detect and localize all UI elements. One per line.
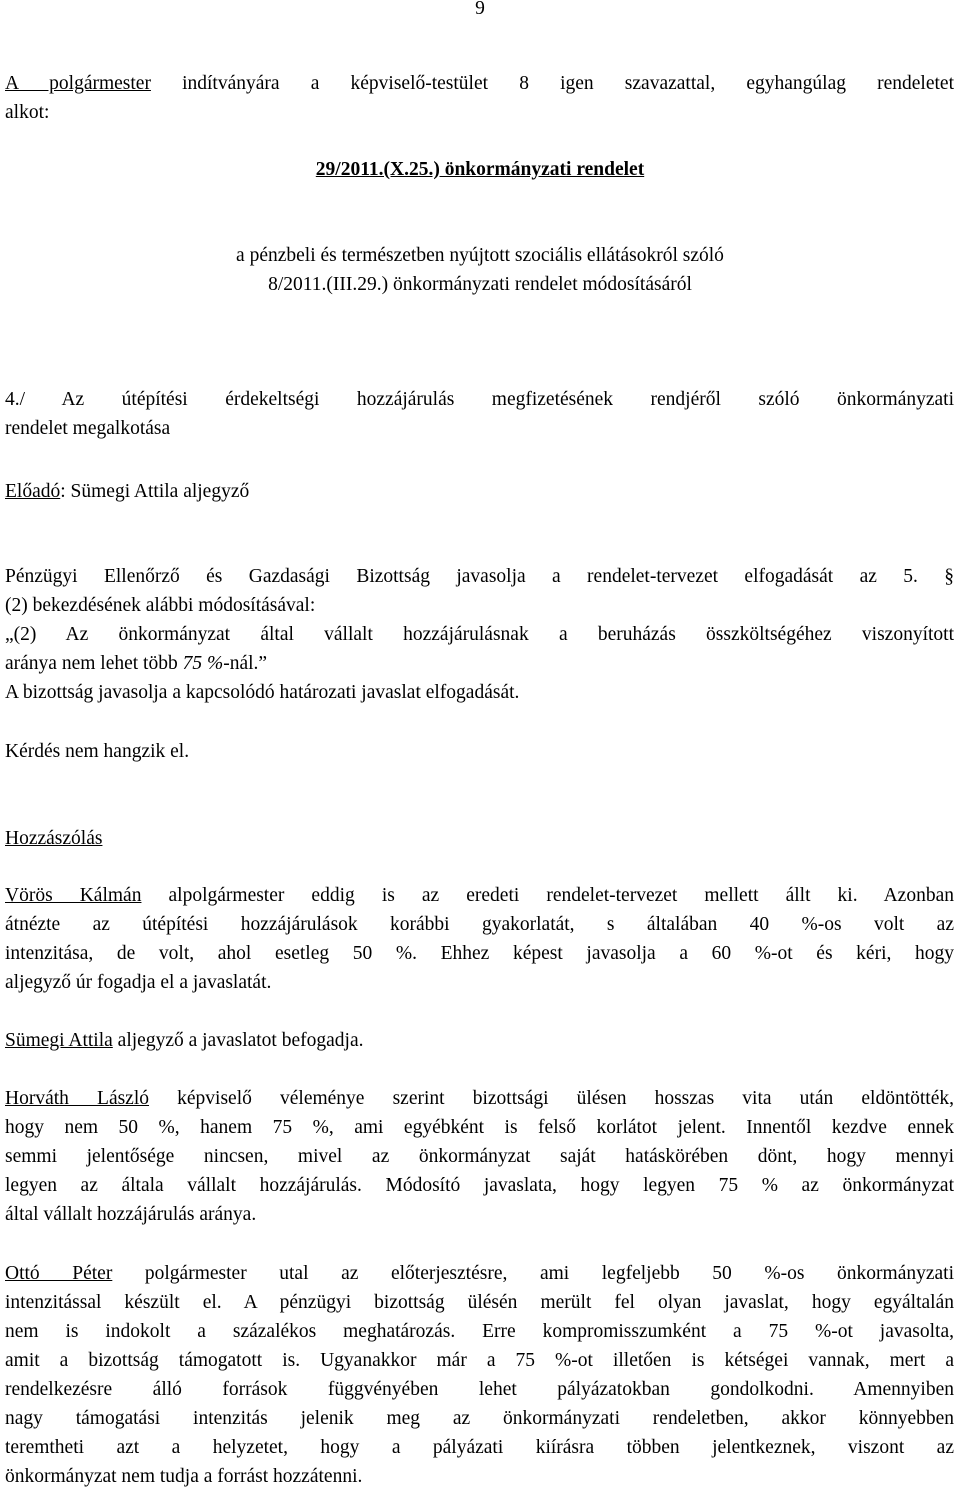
speaker-name: Ottó Péter <box>5 1263 113 1284</box>
page-number: 9 <box>475 0 485 19</box>
decree-subtitle-line2: 8/2011.(III.29.) önkormányzati rendelet módosításáról <box>268 274 692 295</box>
speaker-name: Sümegi Attila <box>5 1030 113 1051</box>
speaker-name: Horváth László <box>5 1088 150 1109</box>
comments-heading: Hozzászólás <box>5 828 103 849</box>
presenter-line: Előadó: Sümegi Attila aljegyző <box>5 481 250 502</box>
decree-subtitle-line1: a pénzbeli és természetben nyújtott szociális ellátásokról szóló <box>236 245 724 266</box>
comment-paragraph-4: Ottó Péter polgármester utal az előterjesztésre, ami legfeljebb 50 %-os önkormányzati intenzitással készült el. A pénzügyi bizottság ülésén merült fel olyan javaslat, hogy egyáltalán nem is indokolt a százalékos meghatározás. Erre kompromisszumként a 75 %-ot javasolta, amit a bizottság támogatott is. Ugyanakkor már a 75 %-ot illetően is kétségei vannak, mert a rendelkezésre álló források függvényében lehet pályázatokban gondolkodni. Amennyiben nagy támogatási intenzitás jelenik meg az önkormányzati rendeletben, akkor könnyebben teremtheti azt a helyzetet, hogy a pályázati kiírásra többen jelentkeznek, viszont az önkormányzat nem tudja a forrást hozzátenni. <box>5 1263 954 1487</box>
committee-paragraph: Pénzügyi Ellenőrző és Gazdasági Bizottság javasolja a rendelet-tervezet elfogadását az 5. § (2) bekezdésének alábbi módosításával: „(2) Az önkormányzat által vállalt hozzájárulásnak a beruházás összköltségéhez viszonyított aránya nem lehet több 75 %-nál.” A bizottság javasolja a kapcsolódó határozati javaslat elfogadását. <box>5 566 954 703</box>
decree-title: 29/2011.(X.25.) önkormányzati rendelet <box>315 159 645 180</box>
speaker-name: Vörös Kálmán <box>5 885 142 906</box>
agenda-item-4: 4./ Az útépítési érdekeltségi hozzájárulás megfizetésének rendjéről szóló önkormányzati rendelet megalkotása <box>5 389 954 439</box>
no-question-line: Kérdés nem hangzik el. <box>5 741 190 762</box>
speaker-name: A polgármester <box>5 73 151 94</box>
comment-paragraph-2: Sümegi Attila aljegyző a javaslatot befogadja. <box>5 1030 364 1051</box>
comment-paragraph-1: Vörös Kálmán alpolgármester eddig is az eredeti rendelet-tervezet mellett állt ki. Azonban átnézte az útépítési hozzájárulások korábbi gyakorlatát, s általában 40 %-os volt az intenzitása, de volt, ahol esetleg 50 %. Ehhez képest javasolja a 60 %-ot és kéri, hogy aljegyző úr fogadja el a javaslatát. <box>5 885 954 993</box>
presenter-label: Előadó <box>5 481 61 502</box>
comment-paragraph-3: Horváth László képviselő véleménye szerint bizottsági ülésen hosszas vita után eldöntötték, hogy nem 50 %, hanem 75 %, ami egyébként is felső korlátot jelent. Innentől kezdve ennek semmi jelentősége nincsen, mivel az önkormányzat saját hatáskörében dönt, hogy mennyi legyen az általa vállalt hozzájárulás. Módosító javaslata, hogy legyen 75 % az önkormányzat által vállalt hozzájárulás aránya. <box>5 1088 954 1225</box>
intro-paragraph: A polgármester indítványára a képviselő-testület 8 igen szavazattal, egyhangúlag rendeletet alkot: <box>5 73 954 123</box>
